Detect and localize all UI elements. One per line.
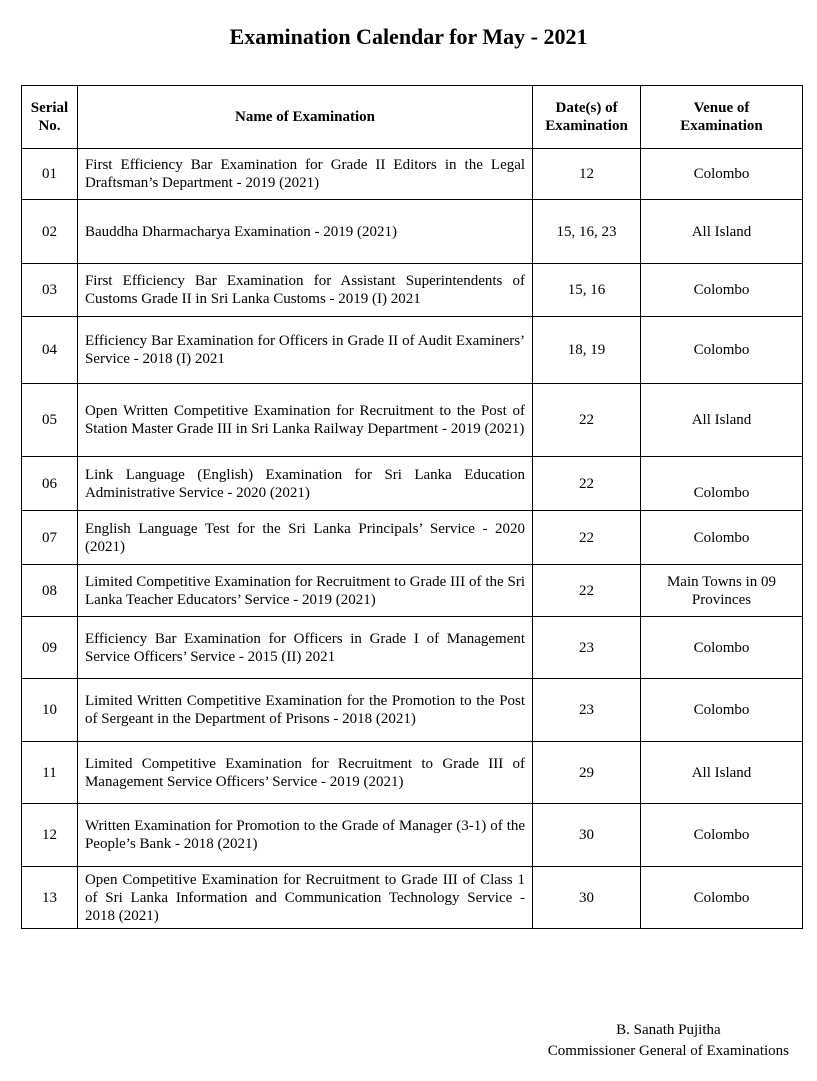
table-row (22, 149, 803, 200)
page-title: Examination Calendar for May - 2021 (229, 24, 588, 49)
table-row (22, 804, 803, 867)
table-row (22, 200, 803, 264)
venue-cell: Colombo (641, 317, 803, 384)
serial-cell: 03 (22, 264, 78, 317)
header-serial: Serial No. (22, 86, 78, 149)
serial-cell: 05 (22, 384, 78, 457)
dates-cell: 23 (533, 679, 641, 742)
exam-name-cell: Limited Competitive Examination for Recruitment to Grade III of the Sri Lanka Teacher Educators’ Service - 2019 (2021) (77, 565, 532, 617)
venue-cell: Colombo (641, 679, 803, 742)
serial-cell: 12 (22, 804, 78, 867)
venue-cell: All Island (641, 742, 803, 804)
dates-cell: 23 (533, 617, 641, 679)
serial-cell: 06 (22, 457, 78, 511)
venue-cell: Colombo (641, 617, 803, 679)
table-row (22, 264, 803, 317)
venue-cell: Colombo (641, 511, 803, 565)
dates-cell: 12 (533, 149, 641, 200)
header-dates: Date(s) of Examination (533, 86, 641, 149)
dates-cell: 29 (533, 742, 641, 804)
dates-cell: 30 (533, 804, 641, 867)
venue-cell: Colombo (641, 867, 803, 929)
venue-cell: Colombo (641, 804, 803, 867)
dates-cell: 22 (533, 511, 641, 565)
dates-cell: 15, 16, 23 (533, 200, 641, 264)
dates-cell: 30 (533, 867, 641, 929)
table-row (22, 384, 803, 457)
venue-cell: Colombo (641, 149, 803, 200)
exam-name-cell: First Efficiency Bar Examination for Grade II Editors in the Legal Draftsman’s Department - 2019 (2021) (77, 149, 532, 200)
exam-name-cell: Efficiency Bar Examination for Officers in Grade II of Audit Examiners’ Service - 2018 (I) 2021 (77, 317, 532, 384)
serial-cell: 09 (22, 617, 78, 679)
serial-cell: 13 (22, 867, 78, 929)
exam-name-cell: First Efficiency Bar Examination for Assistant Superintendents of Customs Grade II in Sri Lanka Customs - 2019 (I) 2021 (77, 264, 532, 317)
header-venue: Venue of Examination (641, 86, 803, 149)
exam-name-cell: Limited Written Competitive Examination for the Promotion to the Post of Sergeant in the Department of Prisons - 2018 (2021) (77, 679, 532, 742)
venue-cell: All Island (641, 200, 803, 264)
signatory-designation: Commissioner General of Examinations (547, 1043, 789, 1059)
exam-name-cell: Open Competitive Examination for Recruitment to Grade III of Class 1 of Sri Lanka Information and Communication Technology Service - 2018 (2021) (77, 867, 532, 929)
exam-name-cell: Open Written Competitive Examination for Recruitment to the Post of Station Master Grade III in Sri Lanka Railway Department - 2019 (2021) (77, 384, 532, 457)
serial-cell: 10 (22, 679, 78, 742)
table-row (22, 742, 803, 804)
venue-cell: Colombo (641, 264, 803, 317)
table-row (22, 679, 803, 742)
venue-cell: Colombo (641, 457, 803, 511)
dates-cell: 22 (533, 565, 641, 617)
table-row (22, 511, 803, 565)
exam-name-cell: English Language Test for the Sri Lanka Principals’ Service - 2020 (2021) (77, 511, 532, 565)
exam-name-cell: Link Language (English) Examination for Sri Lanka Education Administrative Service - 2020 (2021) (77, 457, 532, 511)
dates-cell: 18, 19 (533, 317, 641, 384)
serial-cell: 01 (22, 149, 78, 200)
table-row (22, 565, 803, 617)
table-row (22, 457, 803, 511)
exam-name-cell: Bauddha Dharmacharya Examination - 2019 (2021) (77, 200, 532, 264)
table-header-row (22, 86, 803, 149)
serial-cell: 08 (22, 565, 78, 617)
serial-cell: 11 (22, 742, 78, 804)
exam-name-cell: Limited Competitive Examination for Recruitment to Grade III of Management Service Officers’ Service - 2019 (2021) (77, 742, 532, 804)
header-name: Name of Examination (77, 86, 532, 149)
dates-cell: 15, 16 (533, 264, 641, 317)
signature-block (548, 1020, 789, 1062)
exam-name-cell: Efficiency Bar Examination for Officers in Grade I of Management Service Officers’ Service - 2015 (II) 2021 (77, 617, 532, 679)
table-row (22, 617, 803, 679)
table-row (22, 867, 803, 929)
serial-cell: 02 (22, 200, 78, 264)
dates-cell: 22 (533, 457, 641, 511)
venue-cell: Main Towns in 09 Provinces (641, 565, 803, 617)
table-row (22, 317, 803, 384)
examination-calendar-table (21, 85, 803, 929)
signatory-name: B. Sanath Pujitha (616, 1022, 721, 1038)
exam-name-cell: Written Examination for Promotion to the Grade of Manager (3-1) of the People’s Bank - 2018 (2021) (77, 804, 532, 867)
serial-cell: 07 (22, 511, 78, 565)
venue-cell: All Island (641, 384, 803, 457)
dates-cell: 22 (533, 384, 641, 457)
serial-cell: 04 (22, 317, 78, 384)
